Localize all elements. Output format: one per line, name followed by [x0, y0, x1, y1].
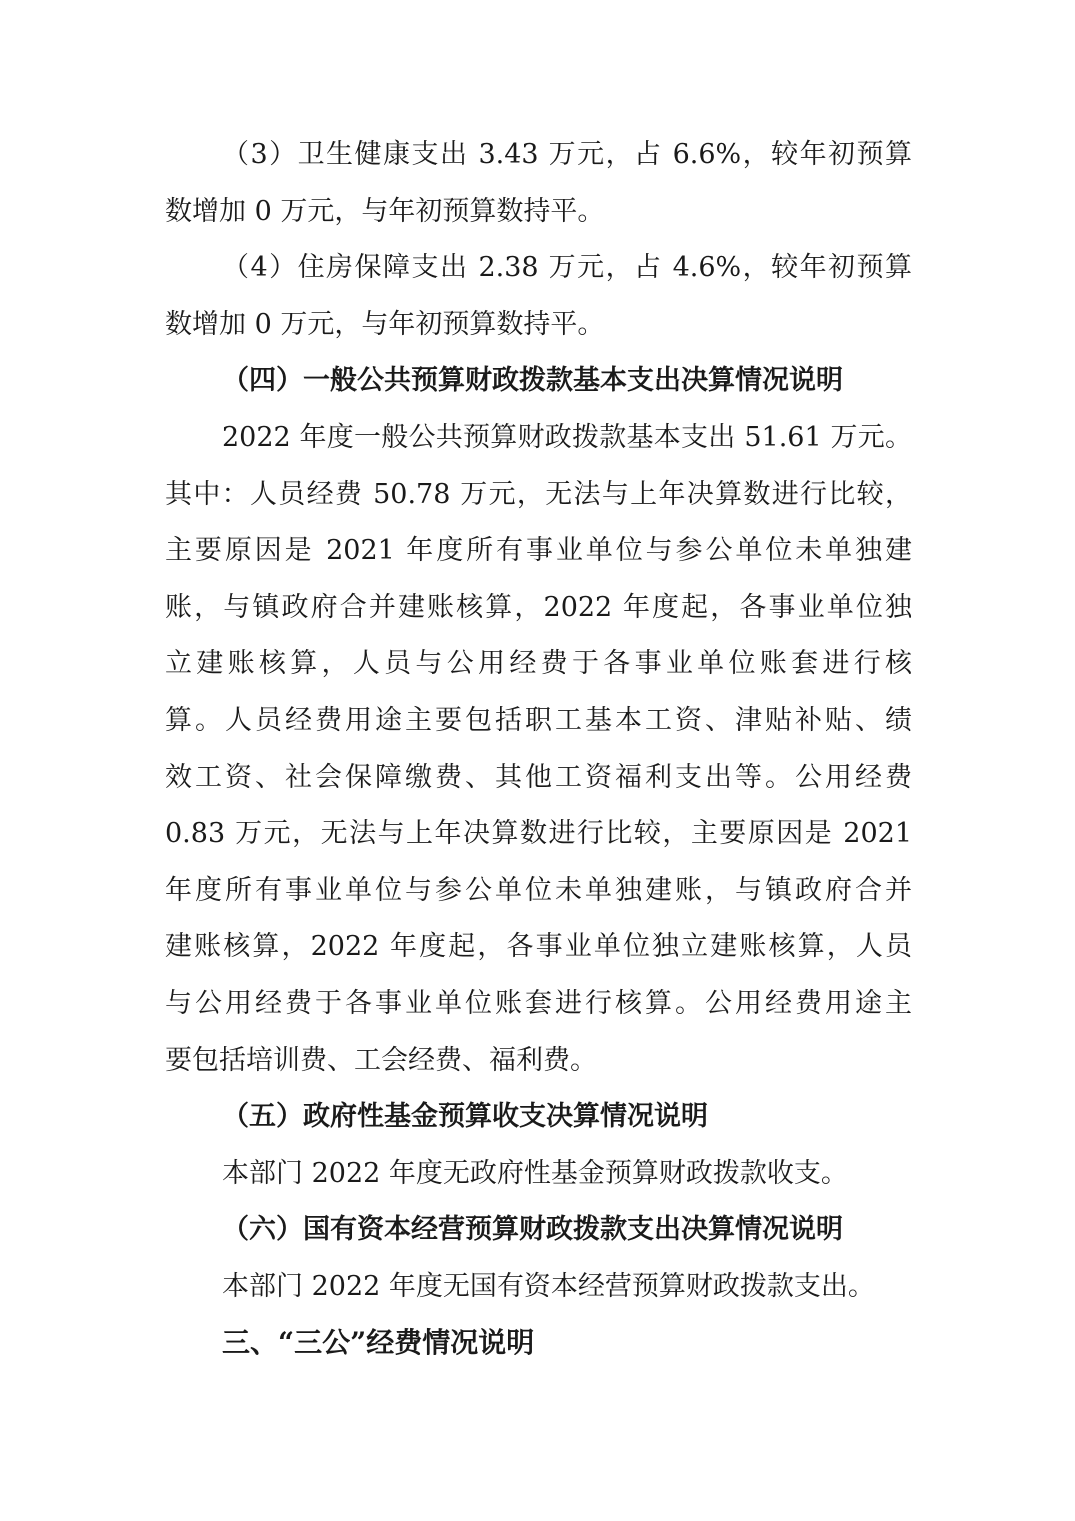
paragraph — [165, 410, 912, 1089]
text-line: 年度所有事业单位与参公单位未单独建账，与镇政府合并 — [165, 874, 912, 906]
text-line: （四）一般公共预算财政拨款基本支出决算情况说明 — [222, 365, 843, 397]
text-line: 要包括培训费、工会经费、福利费。 — [165, 1044, 597, 1076]
document-page — [165, 127, 912, 1372]
subsection-heading — [165, 1202, 912, 1259]
text-line: （六）国有资本经营预算财政拨款支出决算情况说明 — [222, 1214, 843, 1246]
section-heading — [165, 1315, 912, 1372]
text-line: 立建账核算，人员与公用经费于各事业单位账套进行核 — [165, 648, 912, 680]
text-line: 主要原因是 2021 年度所有事业单位与参公单位未单独建 — [165, 535, 912, 567]
text-line: 0.83 万元，无法与上年决算数进行比较，主要原因是 2021 — [165, 818, 912, 850]
text-line: 2022 年度一般公共预算财政拨款基本支出 51.61 万元。 — [222, 421, 912, 453]
text-line: 三、“三公”经费情况说明 — [222, 1326, 535, 1360]
subsection-heading — [165, 353, 912, 410]
text-line: 效工资、社会保障缴费、其他工资福利支出等。公用经费 — [165, 761, 912, 793]
text-line: 与公用经费于各事业单位账套进行核算。公用经费用途主 — [165, 987, 912, 1019]
text-line: 建账核算，2022 年度起，各事业单位独立建账核算，人员 — [165, 931, 912, 963]
text-line: （3）卫生健康支出 3.43 万元，占 6.6%，较年初预算 — [222, 139, 912, 170]
paragraph — [165, 127, 912, 240]
text-line: （4）住房保障支出 2.38 万元，占 4.6%，较年初预算 — [222, 252, 912, 284]
text-line: 数增加 0 万元，与年初预算数持平。 — [165, 195, 605, 227]
paragraph — [165, 1146, 912, 1203]
text-line: 数增加 0 万元，与年初预算数持平。 — [165, 308, 605, 340]
text-line: 本部门 2022 年度无政府性基金预算财政拨款收支。 — [222, 1157, 848, 1189]
text-line: 账，与镇政府合并建账核算，2022 年度起，各事业单位独 — [165, 591, 912, 623]
subsection-heading — [165, 1089, 912, 1146]
paragraph — [165, 240, 912, 353]
text-line: 算。人员经费用途主要包括职工基本工资、津贴补贴、绩 — [165, 704, 912, 736]
text-line: 其中：人员经费 50.78 万元，无法与上年决算数进行比较， — [165, 478, 912, 510]
text-line: （五）政府性基金预算收支决算情况说明 — [222, 1101, 708, 1133]
paragraph — [165, 1259, 912, 1316]
text-line: 本部门 2022 年度无国有资本经营预算财政拨款支出。 — [222, 1270, 875, 1302]
